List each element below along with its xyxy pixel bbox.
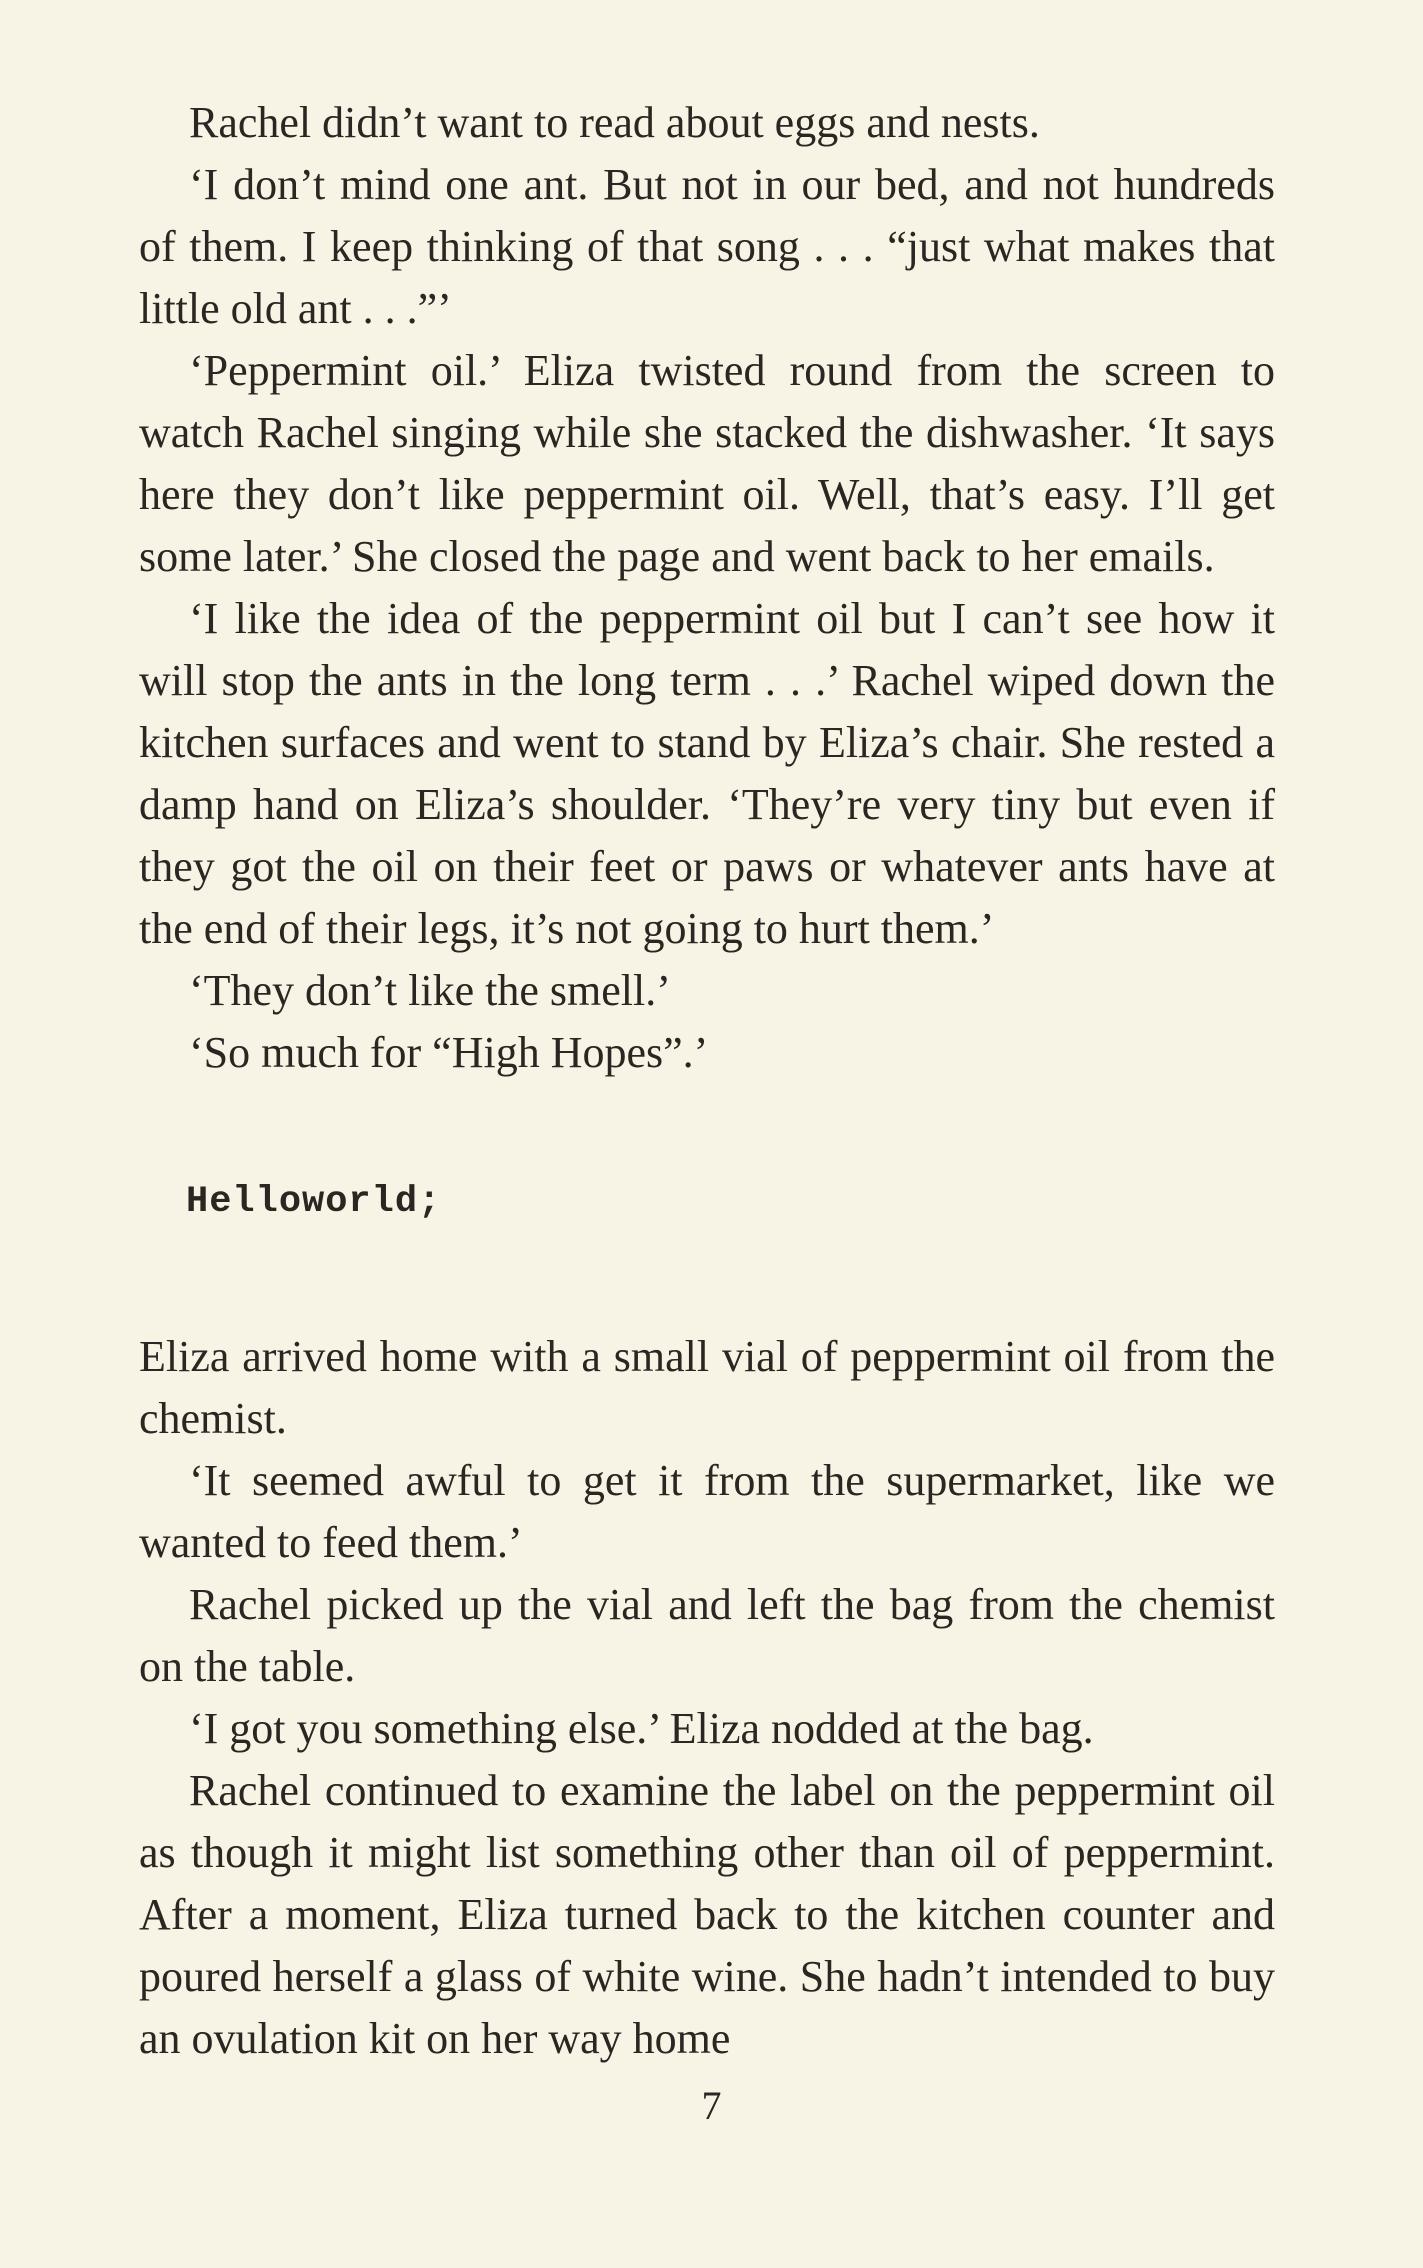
paragraph: ‘It seemed awful to get it from the supermarket, like we wanted to feed them.’ bbox=[139, 1456, 1275, 1567]
page-number: 7 bbox=[701, 2083, 722, 2128]
text-block-top bbox=[139, 92, 1275, 1084]
paragraph: ‘I like the idea of the peppermint oil but I can’t see how it will stop the ants in the long term . . .’ Rachel wiped down the kitchen surfaces and went to stand by Eliza’s chair. She rested a damp hand on Eliza’s shoulder. ‘They’re very tiny but even if they got the oil on their feet or paws or whatever ants have at the end of their legs, it’s not going to hurt them.’ bbox=[139, 594, 1275, 953]
paragraph: Rachel picked up the vial and left the bag from the chemist on the table. bbox=[139, 1580, 1275, 1691]
paragraph: Rachel continued to examine the label on the peppermint oil as though it might list something other than oil of peppermint. After a moment, Eliza turned back to the kitchen counter and poured herself a glass of white wine. She hadn’t intended to buy an ovulation kit on her way home bbox=[139, 1766, 1275, 2063]
text-block-bottom bbox=[139, 1326, 1275, 2070]
paragraph: ‘So much for “High Hopes”.’ bbox=[189, 1028, 709, 1077]
paragraph: ‘Peppermint oil.’ Eliza twisted round from the screen to watch Rachel singing while she stacked the dishwasher. ‘It says here they don’t like peppermint oil. Well, that’s easy. I’ll get some later.’ She closed the page and went back to her emails. bbox=[139, 346, 1275, 581]
section-heading: Helloworld; bbox=[186, 1181, 442, 1223]
paragraph: ‘I got you something else.’ Eliza nodded at the bag. bbox=[189, 1704, 1094, 1753]
paragraph: ‘I don’t mind one ant. But not in our bed, and not hundreds of them. I keep thinking of that song . . . “just what makes that little old ant . . .”’ bbox=[139, 160, 1275, 333]
paragraph: Eliza arrived home with a small vial of peppermint oil from the chemist. bbox=[139, 1332, 1275, 1443]
paragraph: ‘They don’t like the smell.’ bbox=[189, 966, 671, 1015]
paragraph: Rachel didn’t want to read about eggs and nests. bbox=[189, 98, 1040, 147]
